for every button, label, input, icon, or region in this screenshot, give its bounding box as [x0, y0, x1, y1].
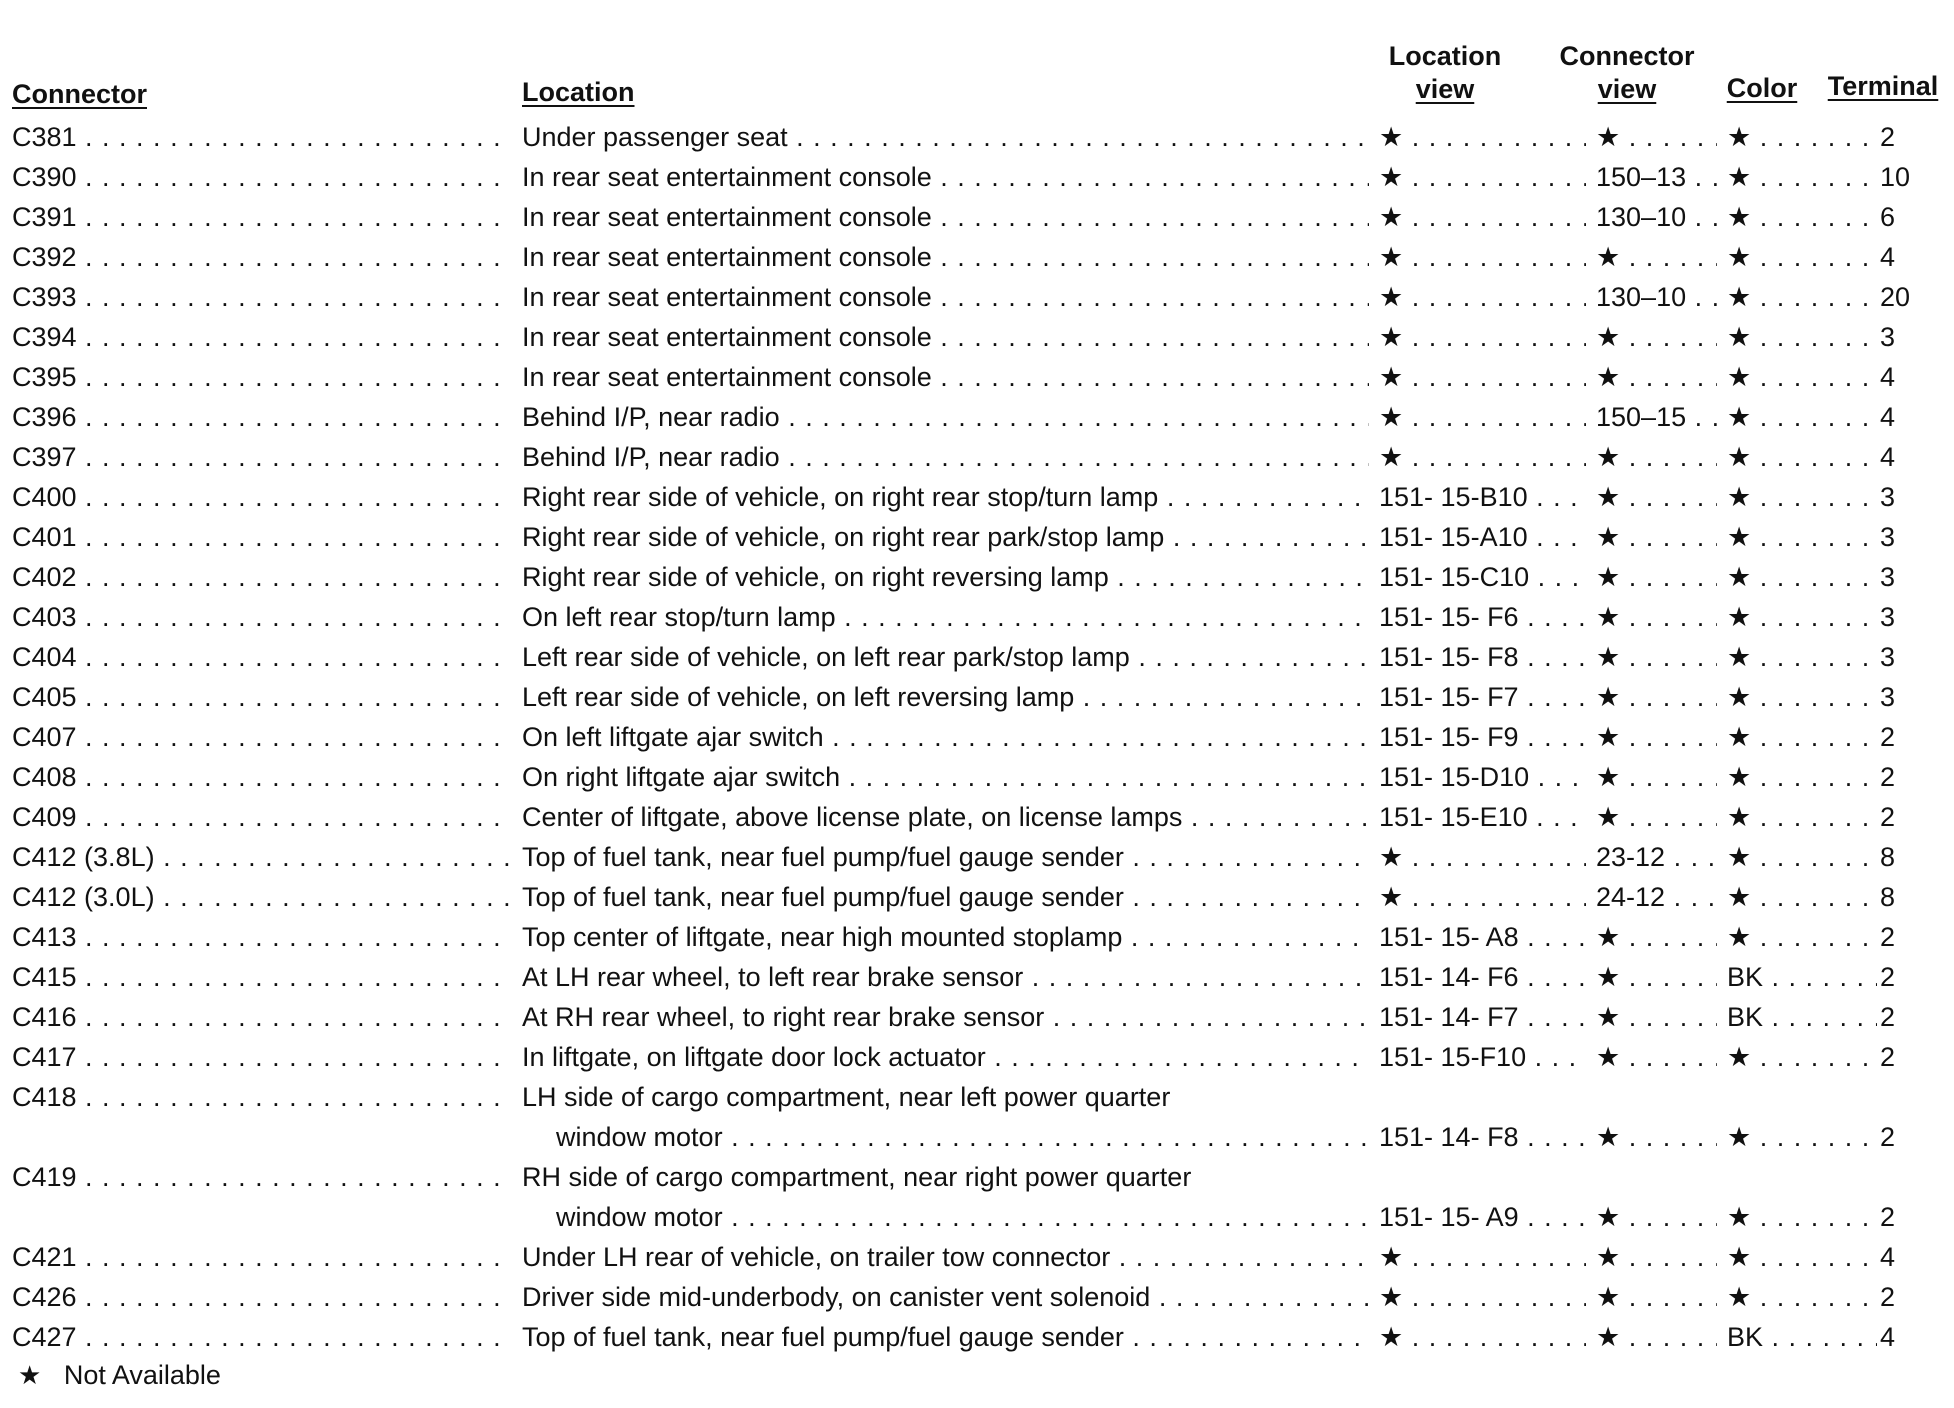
terminal-cell: 4: [1880, 1242, 1896, 1272]
connector-cell: C417 . . .: [12, 1042, 512, 1073]
connector-cell: C409 . . .: [12, 802, 512, 833]
connector-cell: C419 . . .: [12, 1162, 512, 1193]
terminal-cell: 2: [1880, 922, 1896, 952]
connector-cell: C397 . . .: [12, 442, 512, 473]
table-row: [0, 556, 1954, 596]
terminal-cell: 3: [1880, 522, 1896, 552]
connector-view-cell: ★ . . .: [1596, 362, 1717, 393]
color-cell: ★ . . .: [1727, 1042, 1877, 1073]
location-view-cell: 151- 14- F8 . . .: [1379, 1122, 1586, 1153]
table-row: [0, 956, 1954, 996]
table-row: [0, 916, 1954, 956]
table-row: [0, 876, 1954, 916]
terminal-cell: 8: [1880, 842, 1896, 872]
header-terminal: Terminal: [1827, 71, 1939, 101]
terminal-cell: 20: [1880, 282, 1911, 312]
table-row: [0, 276, 1954, 316]
location-view-cell: ★ . . .: [1379, 242, 1586, 273]
terminal-cell: 2: [1880, 762, 1896, 792]
location-cell: At RH rear wheel, to right rear brake sensor . . .: [522, 1002, 1369, 1033]
table-row: [0, 156, 1954, 196]
connector-view-cell: ★ . . .: [1596, 802, 1717, 833]
connector-cell: C415 . . .: [12, 962, 512, 993]
location-view-cell: ★ . . .: [1379, 282, 1586, 313]
connector-cell: C393 . . .: [12, 282, 512, 313]
color-cell: ★ . . .: [1727, 482, 1877, 513]
location-view-cell: ★ . . .: [1379, 202, 1586, 233]
color-cell: ★ . . .: [1727, 642, 1877, 673]
location-view-cell: 151- 15- A8 . . .: [1379, 922, 1586, 953]
connector-view-cell: 150–15 . . .: [1596, 402, 1717, 433]
terminal-cell: 6: [1880, 202, 1896, 232]
header-location-view-line1: Location: [1388, 41, 1502, 71]
color-cell: ★ . . .: [1727, 802, 1877, 833]
color-cell: ★ . . .: [1727, 242, 1877, 273]
connector-cell: C395 . . .: [12, 362, 512, 393]
location-cell: Right rear side of vehicle, on right rear stop/turn lamp . . .: [522, 482, 1369, 513]
connector-view-cell: 150–13 . . .: [1596, 162, 1717, 193]
header-location-view-line2: view: [1415, 74, 1475, 104]
location-view-cell: ★ . . .: [1379, 162, 1586, 193]
color-cell: ★ . . .: [1727, 162, 1877, 193]
color-cell: BK . . .: [1727, 1002, 1877, 1033]
location-view-cell: ★ . . .: [1379, 442, 1586, 473]
color-cell: BK . . .: [1727, 1322, 1877, 1353]
location-view-cell: ★ . . .: [1379, 402, 1586, 433]
table-row: [0, 596, 1954, 636]
connector-table: [0, 116, 1954, 1356]
terminal-cell: 3: [1880, 642, 1896, 672]
connector-view-cell: ★ . . .: [1596, 522, 1717, 553]
color-cell: ★ . . .: [1727, 562, 1877, 593]
terminal-cell: 2: [1880, 802, 1896, 832]
connector-view-cell: ★ . . .: [1596, 322, 1717, 353]
color-cell: ★ . . .: [1727, 762, 1877, 793]
terminal-cell: 2: [1880, 122, 1896, 152]
connector-cell: C390 . . .: [12, 162, 512, 193]
terminal-cell: 2: [1880, 1002, 1896, 1032]
connector-view-cell: ★ . . .: [1596, 682, 1717, 713]
color-cell: ★ . . .: [1727, 202, 1877, 233]
location-cell: Behind I/P, near radio . . .: [522, 402, 1369, 433]
color-cell: ★ . . .: [1727, 442, 1877, 473]
connector-view-cell: ★ . . .: [1596, 1242, 1717, 1273]
location-cell: Top center of liftgate, near high mounted stoplamp . . .: [522, 922, 1369, 953]
location-cell-continued: window motor . . .: [556, 1202, 1369, 1233]
star-icon: ★: [18, 1360, 42, 1390]
connector-view-cell: 130–10 . . .: [1596, 282, 1717, 313]
location-cell: On left liftgate ajar switch . . .: [522, 722, 1369, 753]
terminal-cell: 2: [1880, 962, 1896, 992]
connector-cell: C392 . . .: [12, 242, 512, 273]
connector-cell: C402 . . .: [12, 562, 512, 593]
location-cell: LH side of cargo compartment, near left power quarter: [522, 1082, 1171, 1112]
color-cell: ★ . . .: [1727, 602, 1877, 633]
location-view-cell: 151- 15-E10 . . .: [1379, 802, 1586, 833]
location-view-cell: 151- 15-B10 . . .: [1379, 482, 1586, 513]
color-cell: ★ . . .: [1727, 1202, 1877, 1233]
location-cell: Behind I/P, near radio . . .: [522, 442, 1369, 473]
terminal-cell: 4: [1880, 362, 1896, 392]
location-cell: In rear seat entertainment console . . .: [522, 202, 1369, 233]
table-row: [0, 1316, 1954, 1356]
connector-view-cell: ★ . . .: [1596, 482, 1717, 513]
connector-view-cell: 24-12 . . .: [1596, 882, 1717, 913]
color-cell: ★ . . .: [1727, 682, 1877, 713]
header-connector-view: [1552, 40, 1702, 106]
terminal-cell: 3: [1880, 322, 1896, 352]
header-connector-view-line1: Connector: [1559, 41, 1695, 71]
terminal-cell: 10: [1880, 162, 1911, 192]
connector-cell: C412 (3.0L) . . .: [12, 882, 512, 913]
connector-view-cell: ★ . . .: [1596, 1042, 1717, 1073]
terminal-cell: 2: [1880, 1042, 1896, 1072]
location-cell-continued: window motor . . .: [556, 1122, 1369, 1153]
table-row: [0, 436, 1954, 476]
connector-view-cell: ★ . . .: [1596, 122, 1717, 153]
connector-view-cell: ★ . . .: [1596, 922, 1717, 953]
location-cell: In liftgate, on liftgate door lock actuator . . .: [522, 1042, 1369, 1073]
connector-cell: C391 . . .: [12, 202, 512, 233]
terminal-cell: 3: [1880, 682, 1896, 712]
color-cell: ★ . . .: [1727, 882, 1877, 913]
color-cell: ★ . . .: [1727, 122, 1877, 153]
connector-cell: C401 . . .: [12, 522, 512, 553]
terminal-cell: 2: [1880, 1122, 1896, 1152]
location-view-cell: ★ . . .: [1379, 322, 1586, 353]
connector-cell: C412 (3.8L) . . .: [12, 842, 512, 873]
terminal-cell: 4: [1880, 402, 1896, 432]
location-cell: Top of fuel tank, near fuel pump/fuel gauge sender . . .: [522, 842, 1369, 873]
terminal-cell: 3: [1880, 602, 1896, 632]
connector-view-cell: ★ . . .: [1596, 602, 1717, 633]
color-cell: BK . . .: [1727, 962, 1877, 993]
header-connector-view-line2: view: [1597, 74, 1657, 104]
footnote-text: Not Available: [63, 1360, 221, 1390]
color-cell: ★ . . .: [1727, 1122, 1877, 1153]
color-cell: ★ . . .: [1727, 522, 1877, 553]
color-cell: ★ . . .: [1727, 362, 1877, 393]
connector-view-cell: ★ . . .: [1596, 1282, 1717, 1313]
color-cell: ★ . . .: [1727, 922, 1877, 953]
terminal-cell: 3: [1880, 562, 1896, 592]
terminal-cell: 2: [1880, 1282, 1896, 1312]
connector-cell: C403 . . .: [12, 602, 512, 633]
table-row: [0, 196, 1954, 236]
table-row: [0, 716, 1954, 756]
header-location: Location: [522, 77, 635, 107]
terminal-cell: 4: [1880, 242, 1896, 272]
connector-view-cell: ★ . . .: [1596, 562, 1717, 593]
location-cell: Left rear side of vehicle, on left rear park/stop lamp . . .: [522, 642, 1369, 673]
connector-cell: C405 . . .: [12, 682, 512, 713]
connector-view-cell: 23-12 . . .: [1596, 842, 1717, 873]
header-connector: Connector: [12, 79, 147, 109]
location-cell: At LH rear wheel, to left rear brake sensor . . .: [522, 962, 1369, 993]
connector-cell: C394 . . .: [12, 322, 512, 353]
location-view-cell: ★ . . .: [1379, 882, 1586, 913]
table-row: [0, 1036, 1954, 1076]
connector-cell: C427 . . .: [12, 1322, 512, 1353]
connector-view-cell: ★ . . .: [1596, 722, 1717, 753]
location-cell: In rear seat entertainment console . . .: [522, 322, 1369, 353]
location-view-cell: 151- 14- F7 . . .: [1379, 1002, 1586, 1033]
location-view-cell: 151- 15-F10 . . .: [1379, 1042, 1586, 1073]
location-view-cell: ★ . . .: [1379, 122, 1586, 153]
color-cell: ★ . . .: [1727, 722, 1877, 753]
location-cell: Center of liftgate, above license plate, on license lamps . . .: [522, 802, 1369, 833]
connector-view-cell: ★ . . .: [1596, 1322, 1717, 1353]
location-view-cell: 151- 15-A10 . . .: [1379, 522, 1586, 553]
connector-cell: C413 . . .: [12, 922, 512, 953]
connector-view-cell: 130–10 . . .: [1596, 202, 1717, 233]
terminal-cell: 8: [1880, 882, 1896, 912]
connector-cell: C407 . . .: [12, 722, 512, 753]
location-view-cell: ★ . . .: [1379, 1242, 1586, 1273]
connector-cell: C396 . . .: [12, 402, 512, 433]
location-cell: In rear seat entertainment console . . .: [522, 162, 1369, 193]
table-row: [0, 996, 1954, 1036]
color-cell: ★ . . .: [1727, 402, 1877, 433]
table-row: [0, 236, 1954, 276]
location-cell: Under LH rear of vehicle, on trailer tow connector . . .: [522, 1242, 1369, 1273]
location-cell: Top of fuel tank, near fuel pump/fuel gauge sender . . .: [522, 882, 1369, 913]
location-view-cell: 151- 15- A9 . . .: [1379, 1202, 1586, 1233]
connector-view-cell: ★ . . .: [1596, 642, 1717, 673]
color-cell: ★ . . .: [1727, 282, 1877, 313]
location-view-cell: 151- 15- F6 . . .: [1379, 602, 1586, 633]
location-view-cell: 151- 15- F8 . . .: [1379, 642, 1586, 673]
table-row: [0, 316, 1954, 356]
location-view-cell: 151- 15-D10 . . .: [1379, 762, 1586, 793]
table-row: [0, 836, 1954, 876]
table-row: [0, 676, 1954, 716]
connector-cell: C418 . . .: [12, 1082, 512, 1113]
location-cell: In rear seat entertainment console . . .: [522, 362, 1369, 393]
table-row: [0, 516, 1954, 556]
terminal-cell: 3: [1880, 482, 1896, 512]
location-view-cell: ★ . . .: [1379, 1282, 1586, 1313]
location-cell: In rear seat entertainment console . . .: [522, 282, 1369, 313]
connector-cell: C381 . . .: [12, 122, 512, 153]
location-view-cell: 151- 14- F6 . . .: [1379, 962, 1586, 993]
location-view-cell: ★ . . .: [1379, 1322, 1586, 1353]
terminal-cell: 4: [1880, 442, 1896, 472]
color-cell: ★ . . .: [1727, 1282, 1877, 1313]
table-row: [0, 356, 1954, 396]
table-row: [0, 116, 1954, 156]
color-cell: ★ . . .: [1727, 842, 1877, 873]
connector-view-cell: ★ . . .: [1596, 1002, 1717, 1033]
location-cell: Right rear side of vehicle, on right reversing lamp . . .: [522, 562, 1369, 593]
location-cell: Right rear side of vehicle, on right rear park/stop lamp . . .: [522, 522, 1369, 553]
connector-cell: C426 . . .: [12, 1282, 512, 1313]
connector-cell: C404 . . .: [12, 642, 512, 673]
location-cell: Top of fuel tank, near fuel pump/fuel gauge sender . . .: [522, 1322, 1369, 1353]
terminal-cell: 2: [1880, 722, 1896, 752]
connector-cell: C416 . . .: [12, 1002, 512, 1033]
table-row: [0, 1076, 1954, 1156]
table-row: [0, 796, 1954, 836]
color-cell: ★ . . .: [1727, 1242, 1877, 1273]
location-cell: On right liftgate ajar switch . . .: [522, 762, 1369, 793]
location-cell: RH side of cargo compartment, near right power quarter: [522, 1162, 1192, 1192]
location-cell: Under passenger seat . . .: [522, 122, 1369, 153]
connector-cell: C421 . . .: [12, 1242, 512, 1273]
connector-view-cell: ★ . . .: [1596, 1202, 1717, 1233]
location-cell: On left rear stop/turn lamp . . .: [522, 602, 1369, 633]
table-row: [0, 636, 1954, 676]
table-row: [0, 476, 1954, 516]
location-cell: In rear seat entertainment console . . .: [522, 242, 1369, 273]
footnote: [18, 1360, 221, 1391]
location-cell: Driver side mid-underbody, on canister vent solenoid . . .: [522, 1282, 1369, 1313]
connector-cell: C408 . . .: [12, 762, 512, 793]
terminal-cell: 2: [1880, 1202, 1896, 1232]
table-row: [0, 396, 1954, 436]
color-cell: ★ . . .: [1727, 322, 1877, 353]
location-cell: Left rear side of vehicle, on left reversing lamp . . .: [522, 682, 1369, 713]
connector-view-cell: ★ . . .: [1596, 442, 1717, 473]
table-row: [0, 1156, 1954, 1236]
table-row: [0, 1276, 1954, 1316]
location-view-cell: ★ . . .: [1379, 842, 1586, 873]
connector-view-cell: ★ . . .: [1596, 762, 1717, 793]
location-view-cell: 151- 15- F9 . . .: [1379, 722, 1586, 753]
connector-view-cell: ★ . . .: [1596, 242, 1717, 273]
header-color: Color: [1726, 73, 1798, 103]
location-view-cell: 151- 15-C10 . . .: [1379, 562, 1586, 593]
location-view-cell: 151- 15- F7 . . .: [1379, 682, 1586, 713]
connector-cell: C400 . . .: [12, 482, 512, 513]
table-row: [0, 756, 1954, 796]
header-location-view: [1380, 40, 1510, 106]
table-row: [0, 1236, 1954, 1276]
connector-view-cell: ★ . . .: [1596, 1122, 1717, 1153]
location-view-cell: ★ . . .: [1379, 362, 1586, 393]
terminal-cell: 4: [1880, 1322, 1896, 1352]
connector-view-cell: ★ . . .: [1596, 962, 1717, 993]
